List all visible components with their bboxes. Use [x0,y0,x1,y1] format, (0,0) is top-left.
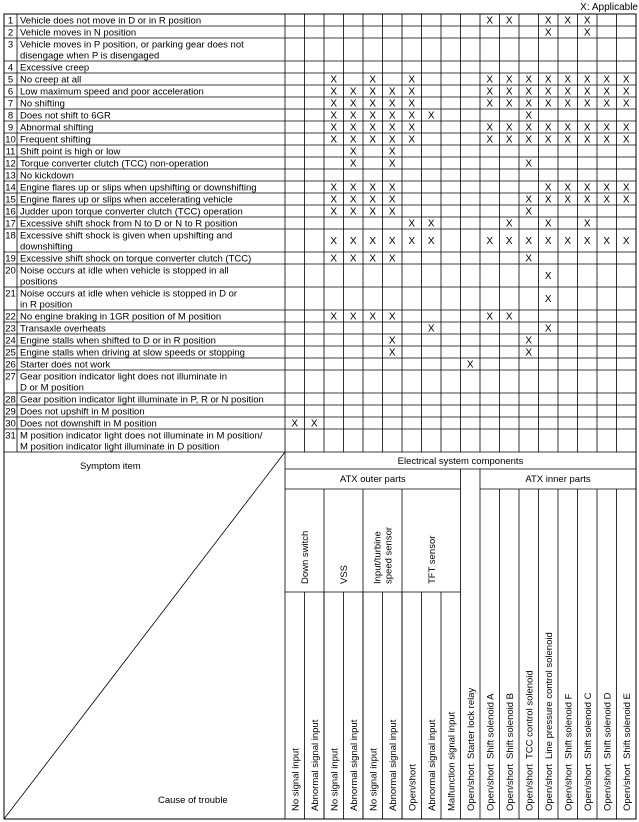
applicable-mark: X [388,86,396,98]
row-number: 14 [5,182,16,194]
applicable-mark: X [544,194,552,206]
applicable-mark: X [525,206,533,218]
applicable-mark: X [408,218,416,230]
atx-outer-parts-heading: ATX outer parts [339,474,406,485]
applicable-mark: X [349,236,357,247]
cause-label: Open/short [485,764,497,811]
applicable-mark: X [583,194,591,206]
symptom-text: Noise occurs at idle when vehicle is stopped in all [20,265,229,277]
symptom-text: Vehicle moves in P position, or parking gear does not [20,39,244,51]
applicable-mark: X [349,194,357,206]
electrical-components-heading: Electrical system components [397,456,524,467]
symptom-text: Does not shift to 6GR [20,110,111,122]
row-number: 28 [5,394,16,406]
applicable-mark: X [369,122,377,134]
applicable-mark: X [330,122,338,134]
applicable-mark: X [388,158,396,170]
symptom-text: No engine braking in 1GR position of M position [20,311,222,323]
symptom-text: Does not downshift in M position [20,418,157,430]
applicable-mark: X [349,86,357,98]
applicable-mark: X [544,294,552,305]
outer-part-label: Down switch [300,530,311,584]
symptom-text: Excessive creep [20,62,90,74]
applicable-mark: X [330,86,338,98]
row-number: 12 [5,158,16,170]
row-number: 11 [5,146,16,158]
applicable-mark: X [525,347,533,359]
applicable-mark: X [544,27,552,39]
cause-of-trouble-label: Cause of trouble [158,795,228,806]
applicable-mark: X [622,182,630,194]
cause-label: Open/short [465,764,477,811]
cause-label: Abnormal signal input [348,719,360,811]
cause-label: Open/short [407,764,419,811]
row-number: 16 [5,206,16,218]
applicable-mark: X [603,86,611,98]
symptom-text: No creep at all [20,74,82,86]
applicable-mark: X [408,74,416,86]
applicable-mark: X [369,74,377,86]
applicable-mark: X [583,27,591,39]
applicable-mark: X [525,158,533,170]
applicable-mark: X [486,122,494,134]
applicable-mark: X [388,253,396,265]
symptom-text: Excessive shift shock from N to D or N to R position [20,218,238,230]
applicable-mark: X [505,122,513,134]
row-number: 30 [5,418,16,430]
symptom-text: in R position [20,299,73,311]
applicable-mark: X [369,110,377,122]
symptom-text: Starter does not work [20,359,111,371]
applicable-mark: X [603,98,611,110]
row-number: 29 [5,406,16,418]
applicable-mark: X [544,323,552,335]
applicable-mark: X [486,15,494,27]
row-number: 5 [7,74,14,86]
symptom-text: No shifting [20,98,65,110]
applicable-mark: X [349,206,357,218]
cause-label: No signal input [368,748,380,811]
applicable-mark: X [330,236,338,247]
applicable-mark: X [349,110,357,122]
applicable-mark: X [564,122,572,134]
cause-label: Open/short [524,764,536,811]
applicable-mark: X [603,134,611,146]
symptom-text: Low maximum speed and poor acceleration [20,86,204,98]
applicable-mark: X [525,86,533,98]
outer-part-label: VSS [339,564,350,584]
symptom-text: No kickdown [20,170,74,182]
applicable-mark: X [408,98,416,110]
row-number: 9 [7,122,14,134]
applicable-mark: X [408,134,416,146]
applicable-mark: X [486,98,494,110]
applicable-mark: X [622,86,630,98]
applicable-mark: X [564,236,572,247]
row-number: 8 [7,110,14,122]
cause-label: Open/short [504,764,516,811]
applicable-mark: X [583,98,591,110]
applicable-mark: X [291,418,299,430]
applicable-mark: X [505,218,513,230]
cause-label: Malfunction signal input [446,711,458,811]
applicable-mark: X [525,98,533,110]
applicable-mark: X [408,236,416,247]
row-number: 15 [5,194,16,206]
applicable-mark: X [388,236,396,247]
applicable-mark: X [583,134,591,146]
symptom-text: M position indicator light does not illuminate in M position/ [20,430,263,442]
applicable-mark: X [388,182,396,194]
applicable-mark: X [505,311,513,323]
applicable-mark: X [544,271,552,282]
applicable-mark: X [330,194,338,206]
row-number: 22 [5,311,16,323]
inner-part-label: Shift solenoid E [621,692,633,759]
applicable-mark: X [583,15,591,27]
applicable-mark: X [583,74,591,86]
applicable-mark: X [330,134,338,146]
symptom-text: Engine stalls when driving at slow speeds or stopping [20,347,245,359]
applicable-mark: X [583,86,591,98]
applicable-mark: X [369,194,377,206]
applicable-mark: X [622,98,630,110]
applicable-legend: X: Applicable [580,2,638,13]
applicable-mark: X [544,236,552,247]
cause-label: No signal input [290,748,302,811]
row-number: 17 [5,218,16,230]
row-number: 2 [7,27,14,39]
applicable-mark: X [544,218,552,230]
symptom-text: D or M position [20,382,84,394]
symptom-item-label: Symptom item [80,461,141,472]
symptom-text: Noise occurs at idle when vehicle is stopped in D or [20,288,238,300]
applicable-mark: X [544,86,552,98]
applicable-mark: X [544,134,552,146]
applicable-mark: X [408,86,416,98]
applicable-mark: X [525,110,533,122]
symptom-text: Excessive shift shock on torque converter clutch (TCC) [20,253,252,265]
applicable-mark: X [583,236,591,247]
row-number: 19 [5,253,16,265]
applicable-mark: X [349,122,357,134]
applicable-mark: X [369,253,377,265]
inner-part-label: TCC control solenoid [524,670,536,759]
inner-part-label: Starter lock relay [465,687,477,759]
row-number: 20 [5,265,16,277]
applicable-mark: X [369,98,377,110]
applicable-mark: X [388,110,396,122]
applicable-mark: X [622,236,630,247]
applicable-mark: X [544,182,552,194]
row-number: 18 [5,230,16,242]
cause-label: Open/short [563,764,575,811]
applicable-mark: X [564,194,572,206]
applicable-mark: X [525,253,533,265]
inner-part-label: Line pressure control solenoid [543,632,555,759]
applicable-mark: X [330,182,338,194]
applicable-mark: X [622,74,630,86]
row-number: 4 [7,62,14,74]
applicable-mark: X [427,218,435,230]
row-number: 31 [5,430,16,442]
applicable-mark: X [486,74,494,86]
applicable-mark: X [583,182,591,194]
symptom-text: Does not upshift in M position [20,406,145,418]
applicable-mark: X [505,98,513,110]
symptom-text: Vehicle moves in N position [20,27,137,39]
applicable-mark: X [544,98,552,110]
applicable-mark: X [369,86,377,98]
applicable-mark: X [310,418,318,430]
symptom-text: Gear position indicator light illuminate in P, R or N position [20,394,264,406]
applicable-mark: X [564,74,572,86]
row-number: 1 [7,15,14,27]
row-number: 27 [5,371,16,383]
applicable-mark: X [505,134,513,146]
applicable-mark: X [330,253,338,265]
applicable-mark: X [505,236,513,247]
applicable-mark: X [544,74,552,86]
applicable-mark: X [525,236,533,247]
applicable-mark: X [583,218,591,230]
cause-label: Abnormal signal input [387,719,399,811]
applicable-mark: X [564,182,572,194]
symptom-text: Engine stalls when shifted to D or in R position [20,335,216,347]
applicable-mark: X [544,122,552,134]
applicable-mark: X [388,194,396,206]
applicable-mark: X [603,236,611,247]
applicable-mark: X [564,98,572,110]
applicable-mark: X [388,122,396,134]
applicable-mark: X [388,311,396,323]
row-number: 26 [5,359,16,371]
symptom-text: Judder upon torque converter clutch (TCC) operation [20,206,243,218]
applicable-mark: X [349,311,357,323]
applicable-mark: X [505,86,513,98]
applicable-mark: X [505,74,513,86]
outer-part-label: speed sensor [383,526,395,584]
applicable-mark: X [349,182,357,194]
outer-part-label: TFT sensor [426,535,438,584]
atx-inner-parts-heading: ATX inner parts [525,474,591,485]
symptom-text: downshifting [20,241,73,253]
applicable-mark: X [486,311,494,323]
applicable-mark: X [349,253,357,265]
applicable-mark: X [369,182,377,194]
applicable-mark: X [369,311,377,323]
row-number: 24 [5,335,16,347]
applicable-mark: X [622,194,630,206]
symptom-text: positions [20,276,58,288]
row-number: 23 [5,323,16,335]
inner-part-label: Shift solenoid C [582,692,594,759]
applicable-mark: X [486,86,494,98]
applicable-mark: X [330,98,338,110]
cause-label: Abnormal signal input [309,719,321,811]
applicable-mark: X [486,236,494,247]
applicable-mark: X [564,86,572,98]
symptom-text: Engine flares up or slips when upshifting or downshifting [20,182,257,194]
applicable-mark: X [388,335,396,347]
applicable-mark: X [544,15,552,27]
applicable-mark: X [622,134,630,146]
applicable-mark: X [369,134,377,146]
row-number: 7 [7,98,14,110]
applicable-mark: X [564,134,572,146]
outer-part-label: Input/turbine [372,531,384,584]
row-number: 10 [5,134,16,146]
applicable-mark: X [466,359,474,371]
applicable-mark: X [603,122,611,134]
symptom-text: disengage when P is disengaged [20,50,160,62]
applicable-mark: X [427,110,435,122]
applicable-mark: X [349,98,357,110]
row-number: 21 [5,288,16,300]
cause-label: Open/short [543,764,555,811]
symptom-text: Vehicle does not move in D or in R position [20,15,202,27]
header-diagonal [4,452,285,819]
row-number: 6 [7,86,14,98]
applicable-mark: X [388,146,396,158]
inner-part-label: Shift solenoid D [602,692,614,759]
inner-part-label: Shift solenoid B [504,692,516,759]
applicable-mark: X [349,158,357,170]
applicable-mark: X [388,206,396,218]
row-number: 25 [5,347,16,359]
inner-part-label: Shift solenoid A [485,693,497,759]
cause-label: Open/short [602,764,614,811]
applicable-mark: X [388,347,396,359]
applicable-mark: X [603,194,611,206]
symptom-text: M position indicator light illuminate in D position [20,441,220,453]
applicable-mark: X [564,15,572,27]
applicable-mark: X [525,134,533,146]
applicable-mark: X [525,335,533,347]
applicable-mark: X [603,74,611,86]
applicable-mark: X [408,110,416,122]
cause-label: No signal input [329,748,341,811]
applicable-mark: X [583,122,591,134]
cause-label: Open/short [621,764,633,811]
symptom-text: Shift point is high or low [20,146,121,158]
symptom-text: Frequent shifting [20,134,91,146]
applicable-mark: X [369,206,377,218]
symptom-text: Engine flares up or slips when accelerating vehicle [20,194,233,206]
applicable-mark: X [388,134,396,146]
applicable-mark: X [427,236,435,247]
applicable-mark: X [622,122,630,134]
symptom-text: Torque converter clutch (TCC) non-operation [20,158,209,170]
applicable-mark: X [388,98,396,110]
applicable-mark: X [330,311,338,323]
cause-label: Abnormal signal input [426,719,438,811]
applicable-mark: X [427,323,435,335]
cause-label: Open/short [582,764,594,811]
applicable-mark: X [330,110,338,122]
applicable-mark: X [603,182,611,194]
inner-part-label: Shift solenoid F [563,693,575,759]
applicable-mark: X [349,134,357,146]
applicable-mark: X [408,122,416,134]
symptom-text: Abnormal shifting [20,122,94,134]
applicable-mark: X [525,194,533,206]
applicable-mark: X [369,236,377,247]
row-number: 13 [5,170,16,182]
applicable-mark: X [330,206,338,218]
applicable-mark: X [505,15,513,27]
symptom-text: Gear position indicator light does not illuminate in [20,371,228,383]
applicable-mark: X [330,74,338,86]
applicable-mark: X [525,122,533,134]
applicable-mark: X [349,146,357,158]
applicable-mark: X [486,134,494,146]
symptom-text: Transaxle overheats [20,323,106,335]
symptom-text: Excessive shift shock is given when upshifting and [20,230,233,242]
applicable-mark: X [525,74,533,86]
row-number: 3 [7,39,14,51]
